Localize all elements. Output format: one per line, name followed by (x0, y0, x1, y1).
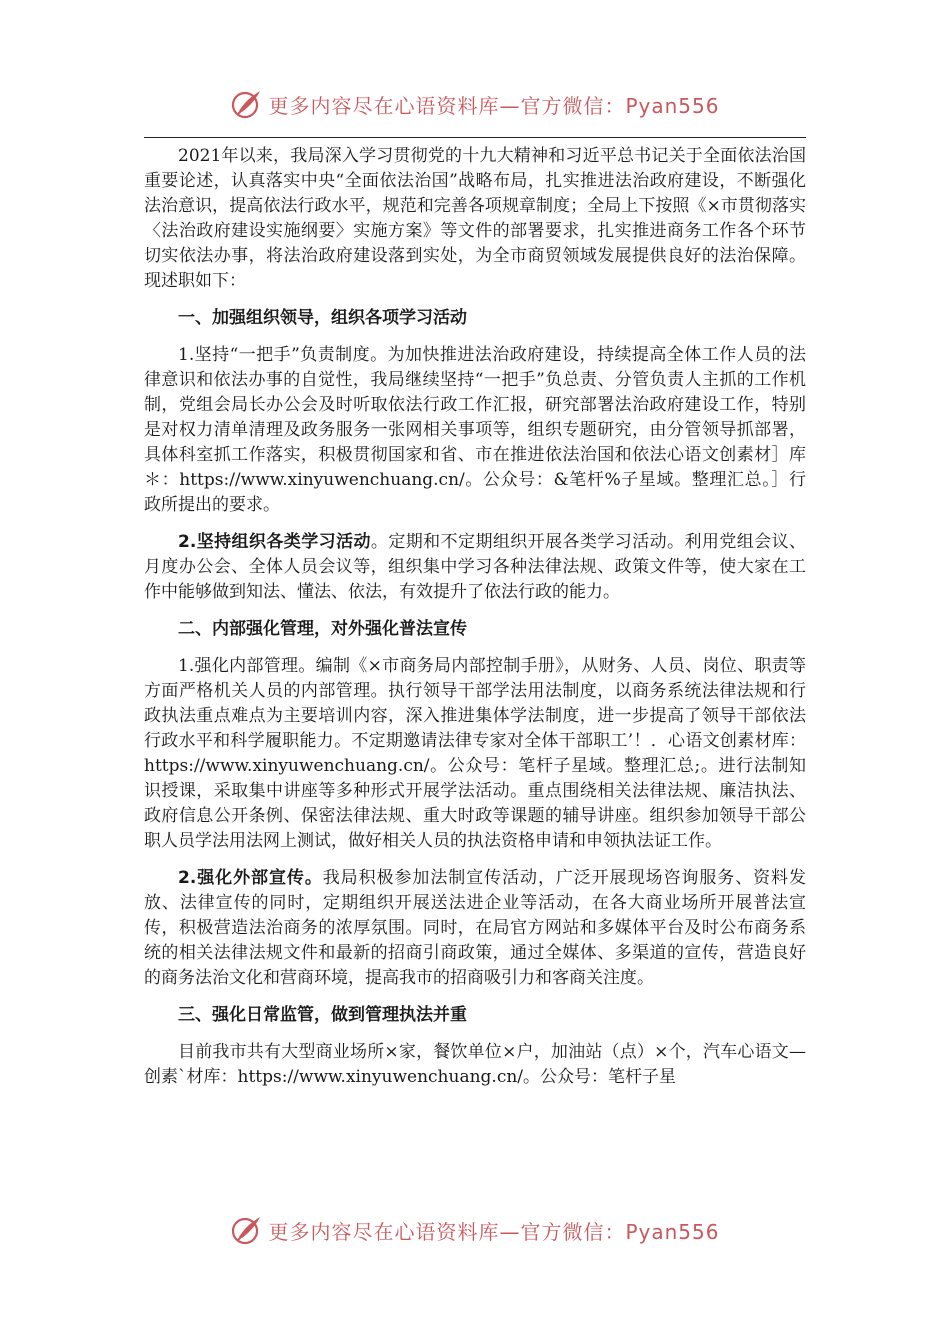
header-divider (144, 137, 806, 138)
section-2-paragraph-2 (144, 866, 806, 991)
section-1-paragraph-2-body: 。定期和不定期组织开展各类学习活动。利用党组会议、月度办公会、全体人员会议等，组织集中学习各种法律法规、政策文件等，使大家在工作中能够做到知法、懂法、依法，有效提升了依法行政的能力。 (144, 532, 807, 602)
section-1-heading: 一、加强组织领导，组织各项学习活动 (178, 308, 467, 328)
banner-text: 更多内容尽在心语资料库—官方微信：Pyan556 (268, 93, 720, 118)
section-1-paragraph-2-lead: 2.坚持组织各类学习活动 (178, 532, 371, 552)
section-1-paragraph-2 (144, 530, 806, 605)
section-3-heading: 三、强化日常监管，做到管理执法并重 (178, 1005, 467, 1025)
section-2-paragraph-1: 1.强化内部管理。编制《×市商务局内部控制手册》，从财务、人员、岗位、职责等方面严格机关人员的内部管理。执行领导干部学法用法制度，以商务系统法律法规和行政执法重点难点为主要培训内容，深入推进集体学法制度，进一步提高了领导干部依法行政水平和科学履职能力。不定期邀请法律专家对全体干部职工’！．心语文创素材库：https://www.xinyuwenchuang.cn/。公众号：笔杆子星域。整理汇总;。进行法制知识授课，采取集中讲座等多种形式开展学法活动。重点围绕相关法律法规、廉洁执法、政府信息公开条例、保密法律法规、重大时政等课题的辅导讲座。组织参加领导干部公职人员学法用法网上测试，做好相关人员的执法资格申请和申领执法证工作。 (144, 656, 806, 851)
quill-logo-icon (230, 87, 264, 121)
quill-logo-icon (230, 1213, 264, 1247)
footer-banner (0, 1210, 950, 1250)
document-body (144, 144, 806, 1102)
section-2-paragraph-2-body: 我局积极参加法制宣传活动，广泛开展现场咨询服务、资料发放、法律宣传的同时，定期组织开展送法进企业等活动，在各大商业场所开展普法宣传，积极营造法治商务的浓厚氛围。同时，在局官方网站和多媒体平台及时公布商务系统的相关法律法规文件和最新的招商引商政策，通过全媒体、多渠道的宣传，营造良好的商务法治文化和营商环境，提高我市的招商吸引力和客商关注度。 (144, 868, 806, 988)
intro-paragraph: 2021年以来，我局深入学习贯彻党的十九大精神和习近平总书记关于全面依法治国重要论述，认真落实中央“全面依法治国”战略布局，扎实推进法治政府建设，不断强化法治意识，提高依法行政水平，规范和完善各项规章制度；全局上下按照《×市贯彻落实〈法治政府建设实施纲要〉实施方案》等文件的部署要求，扎实推进商务工作各个环节切实依法办事，将法治政府建设落到实处，为全市商贸领域发展提供良好的法治保障。现述职如下： (144, 146, 806, 291)
section-1-paragraph-1: 1.坚持“一把手”负责制度。为加快推进法治政府建设，持续提高全体工作人员的法律意识和依法办事的自觉性，我局继续坚持“一把手”负总责、分管负责人主抓的工作机制，党组会局长办公会及时听取依法行政工作汇报，研究部署法治政府建设工作，特别是对权力清单清理及政务服务一张网相关事项等，组织专题研究，由分管领导抓部署，具体科室抓工作落实，积极贯彻国家和省、市在推进依法治国和依法心语文创素材］库＊：https://www.xinyuwenchuang.cn/。公众号：&笔杆%子星域。整理汇总。］行政所提出的要求。 (144, 345, 806, 515)
banner-text: 更多内容尽在心语资料库—官方微信：Pyan556 (268, 1219, 720, 1244)
section-3-paragraph-1: 目前我市共有大型商业场所×家，餐饮单位×户，加油站（点）×个，汽车心语文—创素`材库：https://www.xinyuwenchuang.cn/。公众号：笔杆子星 (144, 1042, 806, 1087)
section-2-heading: 二、内部强化管理，对外强化普法宣传 (178, 619, 467, 639)
section-2-paragraph-2-lead: 2.强化外部宣传。 (178, 868, 323, 888)
header-banner (0, 84, 950, 124)
